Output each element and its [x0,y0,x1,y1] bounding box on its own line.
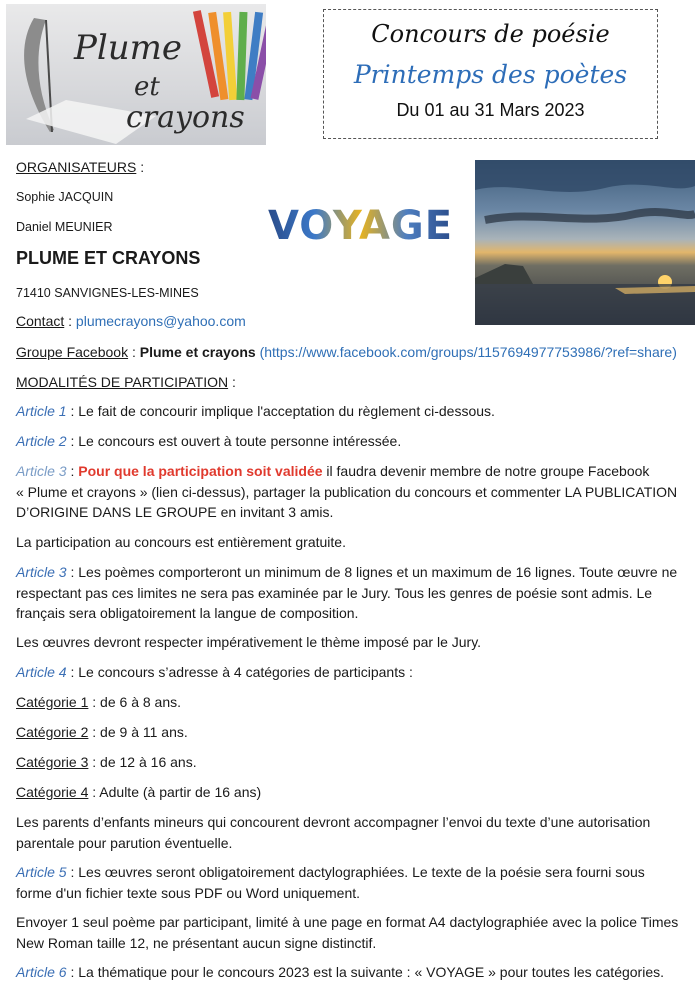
contact-sep: : [64,313,76,329]
article-1-text: : Le fait de concourir implique l'acceptation du règlement ci-dessous. [66,403,495,419]
category-1 [16,692,181,713]
contact-label: Contact [16,313,65,329]
article-3a-label: Article 3 [16,463,67,479]
article-3b-label: Article 3 [16,564,67,580]
article-5-line-1 [16,862,645,883]
article-3b-line-3: français sera obligatoirement la langue de composition. [16,605,359,621]
category-4 [16,782,261,803]
article-5-label: Article 5 [16,864,67,880]
contest-dates: Du 01 au 31 Mars 2023 [396,100,585,120]
theme-word-voyage: VOYAGE [268,203,454,249]
article-3a-line-1 [16,461,649,482]
parents-line-1: Les parents d’enfants mineurs qui concourent devront accompagner l’envoi du texte d’une autorisation [16,814,651,830]
send-line-1: Envoyer 1 seul poème par participant, limité à une page en format A4 dactylographiée avec la police Times [16,914,679,930]
organisers-label: ORGANISATEURS [16,159,137,175]
logo-text-crayons: crayons [126,100,245,135]
article-3a-line-3: D’ORIGINE DANS LE GROUPE en invitant 3 amis. [16,504,334,520]
facebook-url-link[interactable]: (https://www.facebook.com/groups/1157694977753986/?ref=share) [255,344,677,360]
contest-header-box [323,9,658,139]
article-6 [16,962,664,983]
facebook-sep: : [128,344,140,360]
category-2-text: : de 9 à 11 ans. [88,724,188,740]
sunset-landscape-icon [475,160,695,325]
category-1-text: : de 6 à 8 ans. [88,694,182,710]
contest-subtitle: Printemps des poètes [353,60,628,89]
modalites-label: MODALITÉS DE PARTICIPATION [16,374,229,390]
logo-text-et: et [134,72,160,102]
article-1-label: Article 1 [16,403,67,419]
contact-email-link[interactable]: plumecrayons@yahoo.com [75,313,246,329]
article-6-label: Article 6 [16,964,67,980]
contest-title: Concours de poésie [371,20,610,48]
category-3 [16,752,197,773]
facebook-line [16,342,677,363]
article-4-text: : Le concours s’adresse à 4 catégories de participants : [66,664,413,680]
category-1-label: Catégorie 1 [16,694,89,710]
association-address: 71410 SANVIGNES-LES-MINES [16,286,199,300]
category-3-text: : de 12 à 16 ans. [88,754,197,770]
article-3a-sep: : [66,463,79,479]
article-3a-text-1: il faudra devenir membre de notre groupe Facebook [322,463,650,479]
free-participation: La participation au concours est entièrement gratuite. [16,534,346,550]
article-6-text: : La thématique pour le concours 2023 est la suivante : « VOYAGE » pour toutes les catégories. [66,964,664,980]
article-5-line-2: forme d'un fichier texte sous PDF ou Word uniquement. [16,885,361,901]
modalites-heading [16,372,236,393]
article-3b-text-1: : Les poèmes comporteront un minimum de 8 lignes et un maximum de 16 lignes. Toute œuvre ne [66,564,678,580]
send-line-2: New Roman taille 12, ne présentant aucun signe distinctif. [16,935,377,951]
article-2 [16,431,401,452]
organiser-2: Daniel MEUNIER [16,220,113,234]
logo [6,4,266,145]
article-4 [16,662,413,683]
contact-line [16,311,246,332]
sunset-sea-photo [475,160,695,325]
article-5-text-1: : Les œuvres seront obligatoirement dactylographiées. Le texte de la poésie sera fourni sous [66,864,645,880]
category-2 [16,722,188,743]
modalites-sep: : [228,374,236,390]
association-name: PLUME ET CRAYONS [16,248,201,268]
organisers-heading [16,157,144,178]
article-3a-highlight: Pour que la participation soit validée [78,463,323,479]
category-2-label: Catégorie 2 [16,724,89,740]
article-3b-line-1 [16,562,677,583]
article-2-text: : Le concours est ouvert à toute personne intéressée. [66,433,402,449]
article-2-label: Article 2 [16,433,67,449]
facebook-label: Groupe Facebook [16,344,129,360]
article-3b-line-2: respectant pas ces limites ne sera pas examinée par le Jury. Tous les genres de poésie sont admis. Le [16,585,653,601]
category-4-text: : Adulte (à partir de 16 ans) [88,784,262,800]
article-3a-line-2: « Plume et crayons » (lien ci-dessus), partager la publication du concours et commenter LA PUBLICATION [16,484,678,500]
article-4-label: Article 4 [16,664,67,680]
category-3-label: Catégorie 3 [16,754,89,770]
theme-rule: Les œuvres devront respecter impérativement le thème imposé par le Jury. [16,634,482,650]
organiser-1: Sophie JACQUIN [16,190,114,204]
organisers-sep: : [136,159,145,175]
parents-line-2: parentale pour parution éventuelle. [16,835,233,851]
article-1 [16,401,495,422]
category-4-label: Catégorie 4 [16,784,89,800]
logo-text-plume: Plume [74,28,183,68]
facebook-group-name: Plume et crayons [139,344,256,360]
